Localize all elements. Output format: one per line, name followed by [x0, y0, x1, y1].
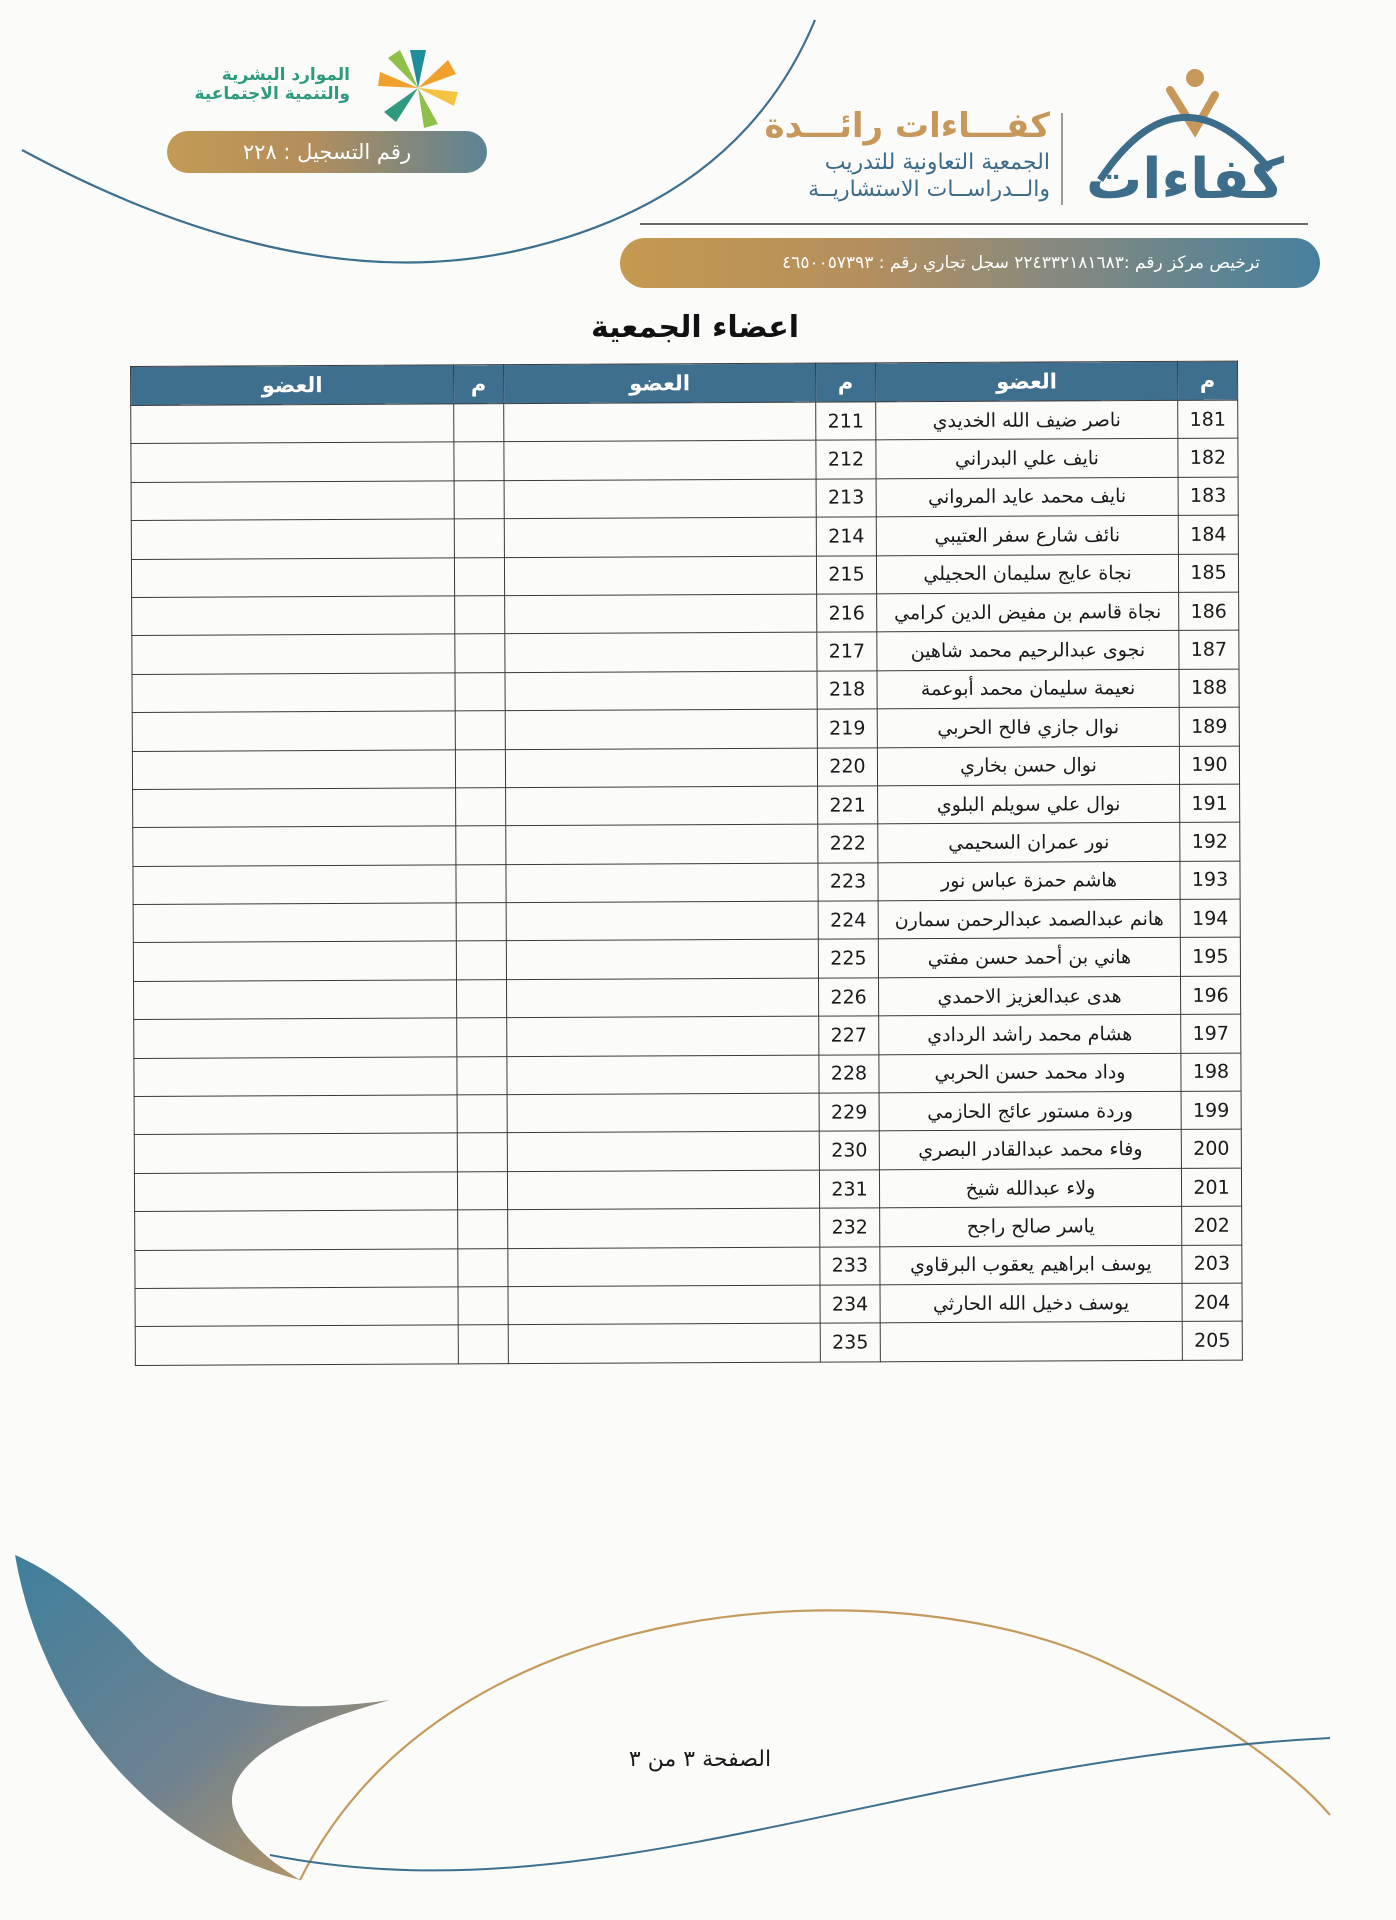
member-number: 231 [819, 1170, 879, 1209]
member-number: 225 [818, 939, 878, 978]
member-name [135, 1210, 458, 1250]
member-name: وداد محمد حسن الحربي [879, 1053, 1181, 1093]
member-number: 216 [817, 594, 877, 633]
member-name: وردة مستور عائج الحازمي [879, 1091, 1181, 1131]
member-name [133, 826, 456, 866]
member-number: 182 [1178, 438, 1238, 477]
member-name: يوسف ابراهيم يعقوب البرقاوي [880, 1245, 1182, 1285]
member-number [457, 1133, 507, 1172]
member-name: نايف علي البدراني [876, 439, 1178, 479]
member-name [507, 1132, 819, 1172]
member-number: 233 [820, 1246, 880, 1285]
member-number: 198 [1181, 1053, 1241, 1092]
member-name [505, 594, 817, 634]
member-name [880, 1322, 1182, 1362]
member-number [456, 826, 506, 865]
table-row [134, 1130, 1241, 1174]
member-name [507, 1093, 819, 1133]
member-number: 220 [817, 747, 877, 786]
member-number [456, 941, 506, 980]
member-number: 201 [1181, 1168, 1241, 1207]
member-number: 230 [819, 1131, 879, 1170]
license-banner: ترخيص مركز رقم :٢٢٤٣٣٢١٨١٦٨٣ سجل تجاري رقم : ٤٦٥٠٠٥٧٣٩٣ [620, 238, 1320, 288]
brand-subtitle-2: والــدراســات الاستشاريــة [808, 177, 1050, 202]
member-name [505, 709, 817, 749]
member-name [135, 1325, 458, 1365]
member-number: 204 [1182, 1283, 1242, 1322]
member-number: 187 [1179, 630, 1239, 669]
member-name [506, 940, 818, 980]
table-row [133, 938, 1240, 982]
member-name: وفاء محمد عبدالقادر البصري [879, 1130, 1181, 1170]
member-name: نجوى عبدالرحيم محمد شاهين [877, 631, 1179, 671]
member-number [457, 1171, 507, 1210]
member-number [458, 1325, 508, 1364]
member-name: نائف شارع سفر العتيبي [876, 516, 1178, 556]
member-name [135, 1249, 458, 1289]
member-number: 226 [818, 978, 878, 1017]
header-cell: العضو [503, 363, 815, 404]
member-name [131, 519, 454, 559]
member-name: هاني بن أحمد حسن مفتي [878, 938, 1180, 978]
member-name [132, 673, 455, 713]
member-number: 224 [818, 901, 878, 940]
table-row [132, 630, 1239, 674]
member-name: ولاء عبدالله شيخ [879, 1168, 1181, 1208]
member-number: 193 [1180, 861, 1240, 900]
member-name [507, 1016, 819, 1056]
member-name [132, 749, 455, 789]
members-table [130, 361, 1243, 1366]
member-number: 211 [816, 402, 876, 441]
table-row [133, 822, 1240, 866]
member-number: 199 [1181, 1091, 1241, 1130]
ministry-line1: الموارد البشرية [221, 65, 350, 85]
members-table-body [131, 400, 1243, 1365]
member-number [457, 1018, 507, 1057]
member-number [457, 1095, 507, 1134]
member-name [508, 1324, 820, 1364]
table-row [134, 1053, 1241, 1097]
member-name [504, 479, 816, 519]
member-number: 194 [1180, 899, 1240, 938]
member-number: 217 [817, 632, 877, 671]
member-number [456, 903, 506, 942]
member-name [135, 1287, 458, 1327]
header-cell: العضو [875, 361, 1177, 401]
member-name: هشام محمد راشد الردادي [879, 1015, 1181, 1055]
member-number [458, 1210, 508, 1249]
member-name [508, 1247, 820, 1287]
member-number: 223 [818, 863, 878, 902]
member-name [505, 632, 817, 672]
member-name: نوال حسن بخاري [877, 746, 1179, 786]
member-name [504, 517, 816, 557]
member-name: نوال جازي فالح الحربي [877, 708, 1179, 748]
member-number [458, 1248, 508, 1287]
member-number [454, 442, 504, 481]
member-number: 185 [1178, 554, 1238, 593]
member-number [457, 1056, 507, 1095]
table-row [131, 400, 1238, 444]
member-number: 186 [1179, 592, 1239, 631]
table-row [135, 1321, 1242, 1365]
header-cell: م [453, 365, 503, 404]
member-name [134, 1057, 457, 1097]
table-row [132, 669, 1239, 713]
member-number [454, 404, 504, 443]
header-cell: م [815, 363, 875, 402]
member-name [507, 978, 819, 1018]
member-name [134, 1133, 457, 1173]
table-row [132, 746, 1239, 790]
member-name [505, 671, 817, 711]
member-number: 232 [820, 1208, 880, 1247]
member-name [508, 1208, 820, 1248]
member-name [132, 634, 455, 674]
member-number [455, 749, 505, 788]
member-name [133, 903, 456, 943]
member-number: 189 [1179, 707, 1239, 746]
header-divider [640, 223, 1308, 225]
member-number [455, 634, 505, 673]
brand-subtitle-1: الجمعية التعاونية للتدريب [824, 150, 1050, 175]
member-number: 195 [1180, 938, 1240, 977]
member-name [133, 941, 456, 981]
member-name [131, 404, 454, 444]
member-name: ناصر ضيف الله الخديدي [876, 400, 1178, 440]
member-name: نايف محمد عايد المرواني [876, 477, 1178, 517]
member-name: نجاة عايج سليمان الحجيلي [876, 554, 1178, 594]
ministry-name [170, 66, 350, 104]
member-name [507, 1055, 819, 1095]
table-row [135, 1245, 1242, 1289]
member-name [506, 863, 818, 903]
member-name [504, 402, 816, 442]
member-name: نعيمة سليمان محمد أبوعمة [877, 669, 1179, 709]
member-name [133, 788, 456, 828]
registration-badge: رقم التسجيل : ٢٢٨ [167, 131, 487, 173]
member-number: 214 [816, 517, 876, 556]
member-name [507, 1170, 819, 1210]
logo-wordmark: كفاءات [1086, 147, 1284, 212]
member-name [506, 786, 818, 826]
member-number: 200 [1181, 1130, 1241, 1169]
table-row [132, 707, 1239, 751]
header-cell: م [1177, 361, 1237, 400]
member-name: هدى عبدالعزيز الاحمدي [878, 976, 1180, 1016]
member-name [504, 556, 816, 596]
member-number: 219 [817, 709, 877, 748]
table-row [135, 1283, 1242, 1327]
table-row [133, 784, 1240, 828]
member-name: هاشم حمزة عباس نور [878, 861, 1180, 901]
member-number [455, 672, 505, 711]
member-name [505, 748, 817, 788]
table-header-row [131, 361, 1238, 405]
table-row [132, 592, 1239, 636]
member-name: نوال علي سويلم البلوي [878, 784, 1180, 824]
member-number [456, 788, 506, 827]
member-name: يوسف دخيل الله الحارثي [880, 1283, 1182, 1323]
member-name [506, 824, 818, 864]
table-row [133, 899, 1240, 943]
brand-separator [1061, 113, 1063, 205]
member-name [134, 980, 457, 1020]
member-number [455, 711, 505, 750]
member-number: 221 [818, 786, 878, 825]
member-number: 190 [1179, 746, 1239, 785]
member-number: 222 [818, 824, 878, 863]
member-number: 203 [1182, 1245, 1242, 1284]
member-name: هانم عبدالصمد عبدالرحمن سمارن [878, 899, 1180, 939]
member-name: نور عمران السحيمي [878, 823, 1180, 863]
member-number [456, 864, 506, 903]
member-number: 218 [817, 671, 877, 710]
page-title: اعضاء الجمعية [590, 310, 800, 345]
member-number: 184 [1178, 515, 1238, 554]
member-name: ياسر صالح راجح [880, 1207, 1182, 1247]
member-name [134, 1018, 457, 1058]
member-name [131, 481, 454, 521]
member-number: 202 [1182, 1206, 1242, 1245]
table-row [131, 438, 1238, 482]
member-name [131, 442, 454, 482]
member-number: 197 [1181, 1014, 1241, 1053]
member-name [508, 1285, 820, 1325]
member-name [132, 711, 455, 751]
table-row [131, 554, 1238, 598]
table-row [134, 1014, 1241, 1058]
member-number: 192 [1180, 822, 1240, 861]
table-row [134, 976, 1241, 1020]
member-number: 229 [819, 1093, 879, 1132]
page-number: الصفحة ٣ من ٣ [628, 1747, 772, 1772]
member-number [458, 1287, 508, 1326]
member-name [132, 596, 455, 636]
member-number: 234 [820, 1285, 880, 1324]
member-number: 205 [1182, 1321, 1242, 1360]
table-row [134, 1091, 1241, 1135]
member-number: 191 [1180, 784, 1240, 823]
member-number: 212 [816, 440, 876, 479]
member-number: 183 [1178, 477, 1238, 516]
member-number: 235 [820, 1323, 880, 1362]
brand-name: كفـــاءات رائـــدة [764, 106, 1050, 146]
member-number: 215 [816, 555, 876, 594]
member-name [133, 865, 456, 905]
table-row [134, 1168, 1241, 1212]
table-row [135, 1206, 1242, 1250]
table-row [131, 515, 1238, 559]
member-number [454, 480, 504, 519]
member-number: 196 [1180, 976, 1240, 1015]
table-row [133, 861, 1240, 905]
member-number: 188 [1179, 669, 1239, 708]
member-name [504, 441, 816, 481]
member-number [457, 980, 507, 1019]
member-name [134, 1172, 457, 1212]
member-name [134, 1095, 457, 1135]
member-number [454, 557, 504, 596]
member-name [131, 557, 454, 597]
member-number [455, 596, 505, 635]
member-number: 227 [819, 1016, 879, 1055]
member-number [454, 519, 504, 558]
member-name: نجاة قاسم بن مفيض الدين كرامي [877, 592, 1179, 632]
member-number: 213 [816, 479, 876, 518]
member-number: 181 [1178, 400, 1238, 439]
header-cell: العضو [131, 365, 454, 406]
member-number: 228 [819, 1054, 879, 1093]
ministry-line2: والتنمية الاجتماعية [194, 84, 350, 104]
member-name [506, 901, 818, 941]
table-row [131, 477, 1238, 521]
